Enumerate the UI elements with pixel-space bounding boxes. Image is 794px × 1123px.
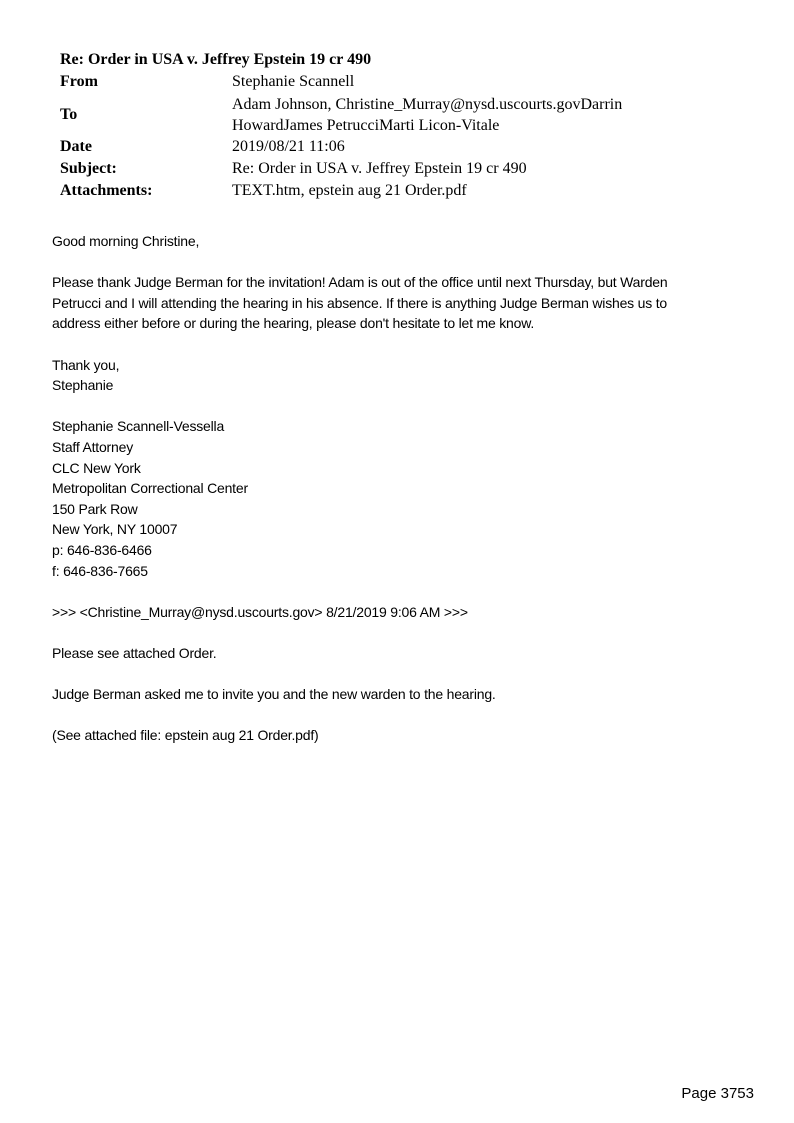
paragraph-line: Please thank Judge Berman for the invitation! Adam is out of the office until next Thursday, but Warden — [52, 274, 668, 291]
email-body — [52, 231, 752, 746]
quote-header: >>> <Christine_Murray@nysd.uscourts.gov> 8/21/2019 9:06 AM >>> — [52, 603, 468, 620]
attachments-label: Attachments: — [60, 182, 153, 199]
signature-office: CLC New York — [52, 459, 141, 476]
signature-institution: Metropolitan Correctional Center — [52, 480, 248, 497]
to-value-line-1: Adam Johnson, Christine_Murray@nysd.uscourts.govDarrin — [232, 96, 623, 113]
quoted-attachment-note: (See attached file: epstein aug 21 Order.pdf) — [52, 727, 319, 744]
closing-name: Stephanie — [52, 377, 114, 394]
date-value: 2019/08/21 11:06 — [232, 138, 345, 155]
paragraph-line: Petrucci and I will attending the hearing in his absence. If there is anything Judge Berman wishes us to — [52, 294, 668, 311]
from-row — [60, 71, 702, 93]
subject-label: Subject: — [60, 160, 117, 177]
subject-row — [60, 158, 702, 180]
page-number: Page 3753 — [681, 1085, 754, 1102]
signature-title: Staff Attorney — [52, 438, 133, 455]
to-value-line-2: HowardJames PetrucciMarti Licon-Vitale — [232, 117, 500, 134]
date-label: Date — [60, 138, 92, 155]
subject-value: Re: Order in USA v. Jeffrey Epstein 19 cr 490 — [232, 160, 527, 177]
closing: Thank you, — [52, 356, 120, 373]
quoted-line: Judge Berman asked me to invite you and the new warden to the hearing. — [52, 686, 496, 703]
email-header — [60, 49, 760, 202]
signature-city: New York, NY 10007 — [52, 521, 178, 538]
signature-fax: f: 646-836-7665 — [52, 562, 148, 579]
attachments-row — [60, 180, 702, 202]
signature-phone: p: 646-836-6466 — [52, 541, 152, 558]
quoted-line: Please see attached Order. — [52, 644, 217, 661]
to-row — [60, 93, 702, 136]
email-title: Re: Order in USA v. Jeffrey Epstein 19 cr 490 — [60, 51, 372, 68]
to-value — [232, 93, 702, 136]
signature-street: 150 Park Row — [52, 500, 138, 517]
greeting: Good morning Christine, — [52, 233, 200, 249]
email-meta-table — [60, 71, 702, 202]
signature-name: Stephanie Scannell-Vessella — [52, 418, 225, 435]
date-row — [60, 136, 702, 158]
from-value: Stephanie Scannell — [232, 73, 355, 90]
attachments-value: TEXT.htm, epstein aug 21 Order.pdf — [232, 182, 467, 199]
paragraph-line: address either before or during the hearing, please don't hesitate to let me know. — [52, 315, 535, 332]
from-label: From — [60, 73, 98, 90]
to-label: To — [60, 105, 78, 123]
